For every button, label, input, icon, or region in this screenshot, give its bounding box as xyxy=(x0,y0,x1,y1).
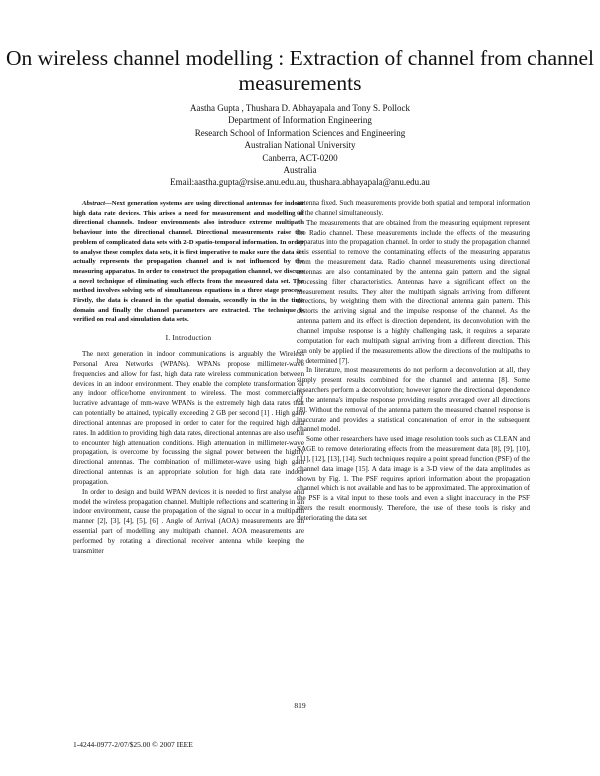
page-number: 819 xyxy=(294,701,306,710)
author-email: Email:aastha.gupta@rsise.anu.edu.au, thushara.abhayapala@anu.edu.au xyxy=(170,177,430,188)
body-paragraph: The next generation in indoor communications is arguably the Wireless Personal Area Networks (WPANs). WPANs propose millimeter-wave frequencies and allow for fast, high data rate wireless communication between devices in an indoor environment. They enable the complete transformation of any indoor office/home environment to wireless. The most commercially lucrative advantage of mm-wave WPANs is the extremely high data rates that can potentially be attained, typically exceeding 2 GB per second [1] . High gain directional antennas are proposed in order to cater for the required high data rates. In addition to providing high data rates, directional antennas are also useful to encounter high attenuation conditions. High attenuation in millimeter-wave propagation, is overcome by focussing the signal power between the highly directional antennas. The combination of millimeter-wave using high gain directional antennas is an appropriate solution for high data rate indoor propagation. xyxy=(73,349,304,486)
affiliation-line: Australia xyxy=(283,165,317,176)
affiliation-line: Research School of Information Sciences and Engineering xyxy=(194,127,406,138)
body-paragraph: In order to design and build WPAN devices it is needed to first analyse and model the wireless propagation channel. Multiple reflections and scattering in an indoor environment, cause the propagation of the signal to occur in a multipath manner [2], [3], [4], [5], [6] . Angle of Arrival (AOA) measurements are an essential part of modelling any multipath channel. AOA measurements are performed by rotating a directional receiver antenna while keeping the transmitter xyxy=(73,487,304,555)
right-column xyxy=(297,199,530,524)
abstract xyxy=(73,199,304,325)
abstract-label: Abstract xyxy=(82,200,106,207)
affiliation-line: Australian National University xyxy=(244,140,356,151)
affiliation-line: Canberra, ACT-0200 xyxy=(262,152,338,163)
left-column xyxy=(73,199,304,557)
author-block xyxy=(0,102,600,189)
abstract-text: —Next generation systems are using directional antennas for indoor high data rate devices. This arises a need for measurement and modelling of directional channels. Indoor environments also introduce extreme multipath behaviour into the directional channel. Directional measurements raise the problem of complicated data sets with 2-D spatio-temporal information. In order to analyse these complex data sets, it is first imperative to make sure the data set actually represents the propagation channel and is not influenced by the measuring apparatus. In order to construct the propagation channel, we discuss a novel technique of eliminating such effects from the measured data set. The method involves solving sets of simultaneous equations in a three stage process. Firstly, the data is cleaned in the spatial domain, secondly in the in the time domain and finally the channel parameters are extracted. The technique is verified on real and simulation data sets. xyxy=(73,200,304,324)
copyright-footer: 1-4244-0977-2/07/$25.00 © 2007 IEEE xyxy=(73,740,193,749)
body-paragraph: In literature, most measurements do not perform a deconvolution at all, they simply present results combined for the channel and antenna [8]. Some researchers perform a deconvolution; however ignore the directional dependence of the antenna's impulse response providing results averaged over all directions [8]. Without the removal of the antenna pattern the measured channel response is inaccurate and provides a statistical concatenation of error in the subsequent channel model. xyxy=(297,366,530,434)
body-paragraph: antenna fixed. Such measurements provide both spatial and temporal information of the channel simultaneously. xyxy=(297,199,530,217)
body-paragraph: Some other researchers have used image resolution tools such as CLEAN and SAGE to remove deteriorating effects from the measurement data [8], [9], [10], [11], [12], [13], [14]. Such techniques require a point spread function (PSF) of the channel data image [15]. A data image is a 3-D view of the data amplitudes as shown by Fig. 1. The PSF requires apriori information about the propagation channel which is not available and has to be approximated. The approximation of the PSF is a vital input to these tools and even a slight inaccuracy in the PSF alters the result enormously. Therefore, the use of these tools is risky and deteriorating the data set xyxy=(297,435,530,522)
section-heading-introduction: I. Introduction xyxy=(165,333,212,343)
paper-title: On wireless channel modelling : Extraction of channel from channel measurements xyxy=(5,46,595,95)
author-names: Aastha Gupta , Thushara D. Abhayapala and Tony S. Pollock xyxy=(190,103,410,113)
body-paragraph: The measurements that are obtained from the measuring equipment represent the Radio channel. These measurements include the effects of the measuring apparatus into the propagation channel. In order to study the propagation channel it is essential to remove the contaminating effects of the measuring apparatus from the measurement data. Radio channel measurements using directional antennas are also contaminated by the antenna gain pattern and the signal processing filter characteristics. Antennas have a significant effect on the measurement results. They alter the multipath signals arriving from different directions, by weighting them with the directional antenna gain pattern. This distorts the arriving signal and the impulse response of the channel. As the antenna pattern and its effect is direction dependent, its deconvolution with the channel impulse response is a highly challenging task, it requires a separate computation for each multipath signal arriving from a different direction. This can only be applied if the measurements allow the directions of the multipaths to be determined [7]. xyxy=(297,218,530,365)
affiliation-line: Department of Information Engineering xyxy=(228,115,372,126)
